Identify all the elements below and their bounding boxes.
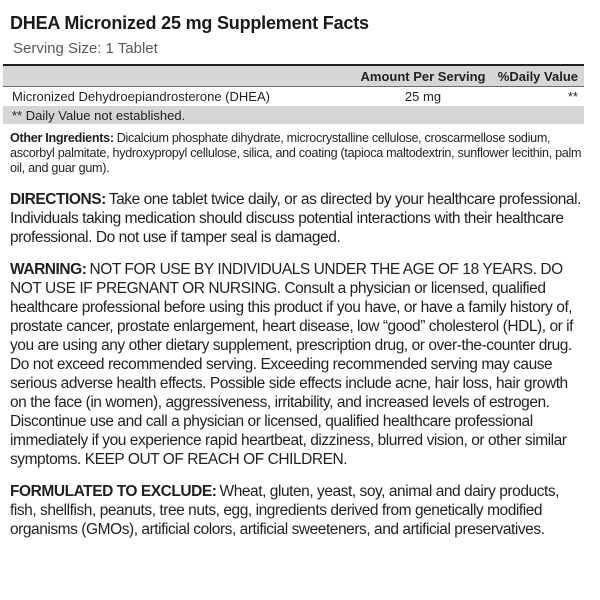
other-ingredients-section xyxy=(10,131,583,176)
warning-label: WARNING: xyxy=(10,261,87,278)
column-header-amount: Amount Per Serving xyxy=(360,68,486,84)
footnote-text: ** Daily Value not established. xyxy=(12,107,186,123)
directions-label: DIRECTIONS: xyxy=(10,191,106,208)
directions-section xyxy=(10,190,583,247)
serving-size: Serving Size: 1 Tablet xyxy=(13,40,158,57)
formulated-to-exclude-text: Wheat, gluten, yeast, soy, animal and dairy products, fish, shellfish, peanuts, tree nuts, egg, ingredients derived from genetically modified organisms (GMOs), artificial colors, artificial sweeteners, and artificial preservatives. xyxy=(10,483,559,538)
ingredient-name: Micronized Dehydroepiandrosterone (DHEA) xyxy=(12,89,270,104)
formulated-to-exclude-section xyxy=(10,482,583,539)
page-title: DHEA Micronized 25 mg Supplement Facts xyxy=(10,13,369,33)
table-header-row xyxy=(3,66,584,87)
warning-text: NOT FOR USE BY INDIVIDUALS UNDER THE AGE OF 18 YEARS. DO NOT USE IF PREGNANT OR NURSING. Consult a physician or licensed, qualified healthcare professional before using this product if you have, or have a family history of, prostate cancer, prostate enlargement, heart disease, low “good” cholesterol (HDL), or if you are using any other dietary supplement, prescription drug, or over-the-counter drug. Do not exceed recommended serving. Exceeding recommended serving may cause serious adverse health effects. Possible side effects include acne, hair loss, hair growth on the face (in women), aggressiveness, irritability, and increased levels of estrogen. Discontinue use and call a physician or licensed, qualified healthcare professional immediately if you experience rapid heartbeat, dizziness, blurred vision, or other similar symptoms. KEEP OUT OF REACH OF CHILDREN. xyxy=(10,261,574,468)
other-ingredients-label: Other Ingredients: xyxy=(10,131,114,145)
other-ingredients-text: Dicalcium phosphate dihydrate, microcrystalline cellulose, croscarmellose sodium, ascorbyl palmitate, hydroxypropyl cellulose, silica, and coating (tapioca maltodextrin, sunflower lecithin, palm oil, and guar gum). xyxy=(10,131,582,175)
warning-section xyxy=(10,260,583,469)
directions-text: Take one tablet twice daily, or as directed by your healthcare professional. Individuals taking medication should discuss potential interactions with their healthcare professional. Do not use if tamper seal is damaged. xyxy=(10,191,581,246)
table-footnote-row xyxy=(3,106,584,124)
column-header-daily-value: %Daily Value xyxy=(497,68,578,84)
formulated-to-exclude-label: FORMULATED TO EXCLUDE: xyxy=(10,483,217,500)
table-row xyxy=(3,87,584,106)
facts-table xyxy=(3,64,584,124)
ingredient-daily-value: ** xyxy=(567,89,578,104)
ingredient-amount: 25 mg xyxy=(404,89,442,104)
